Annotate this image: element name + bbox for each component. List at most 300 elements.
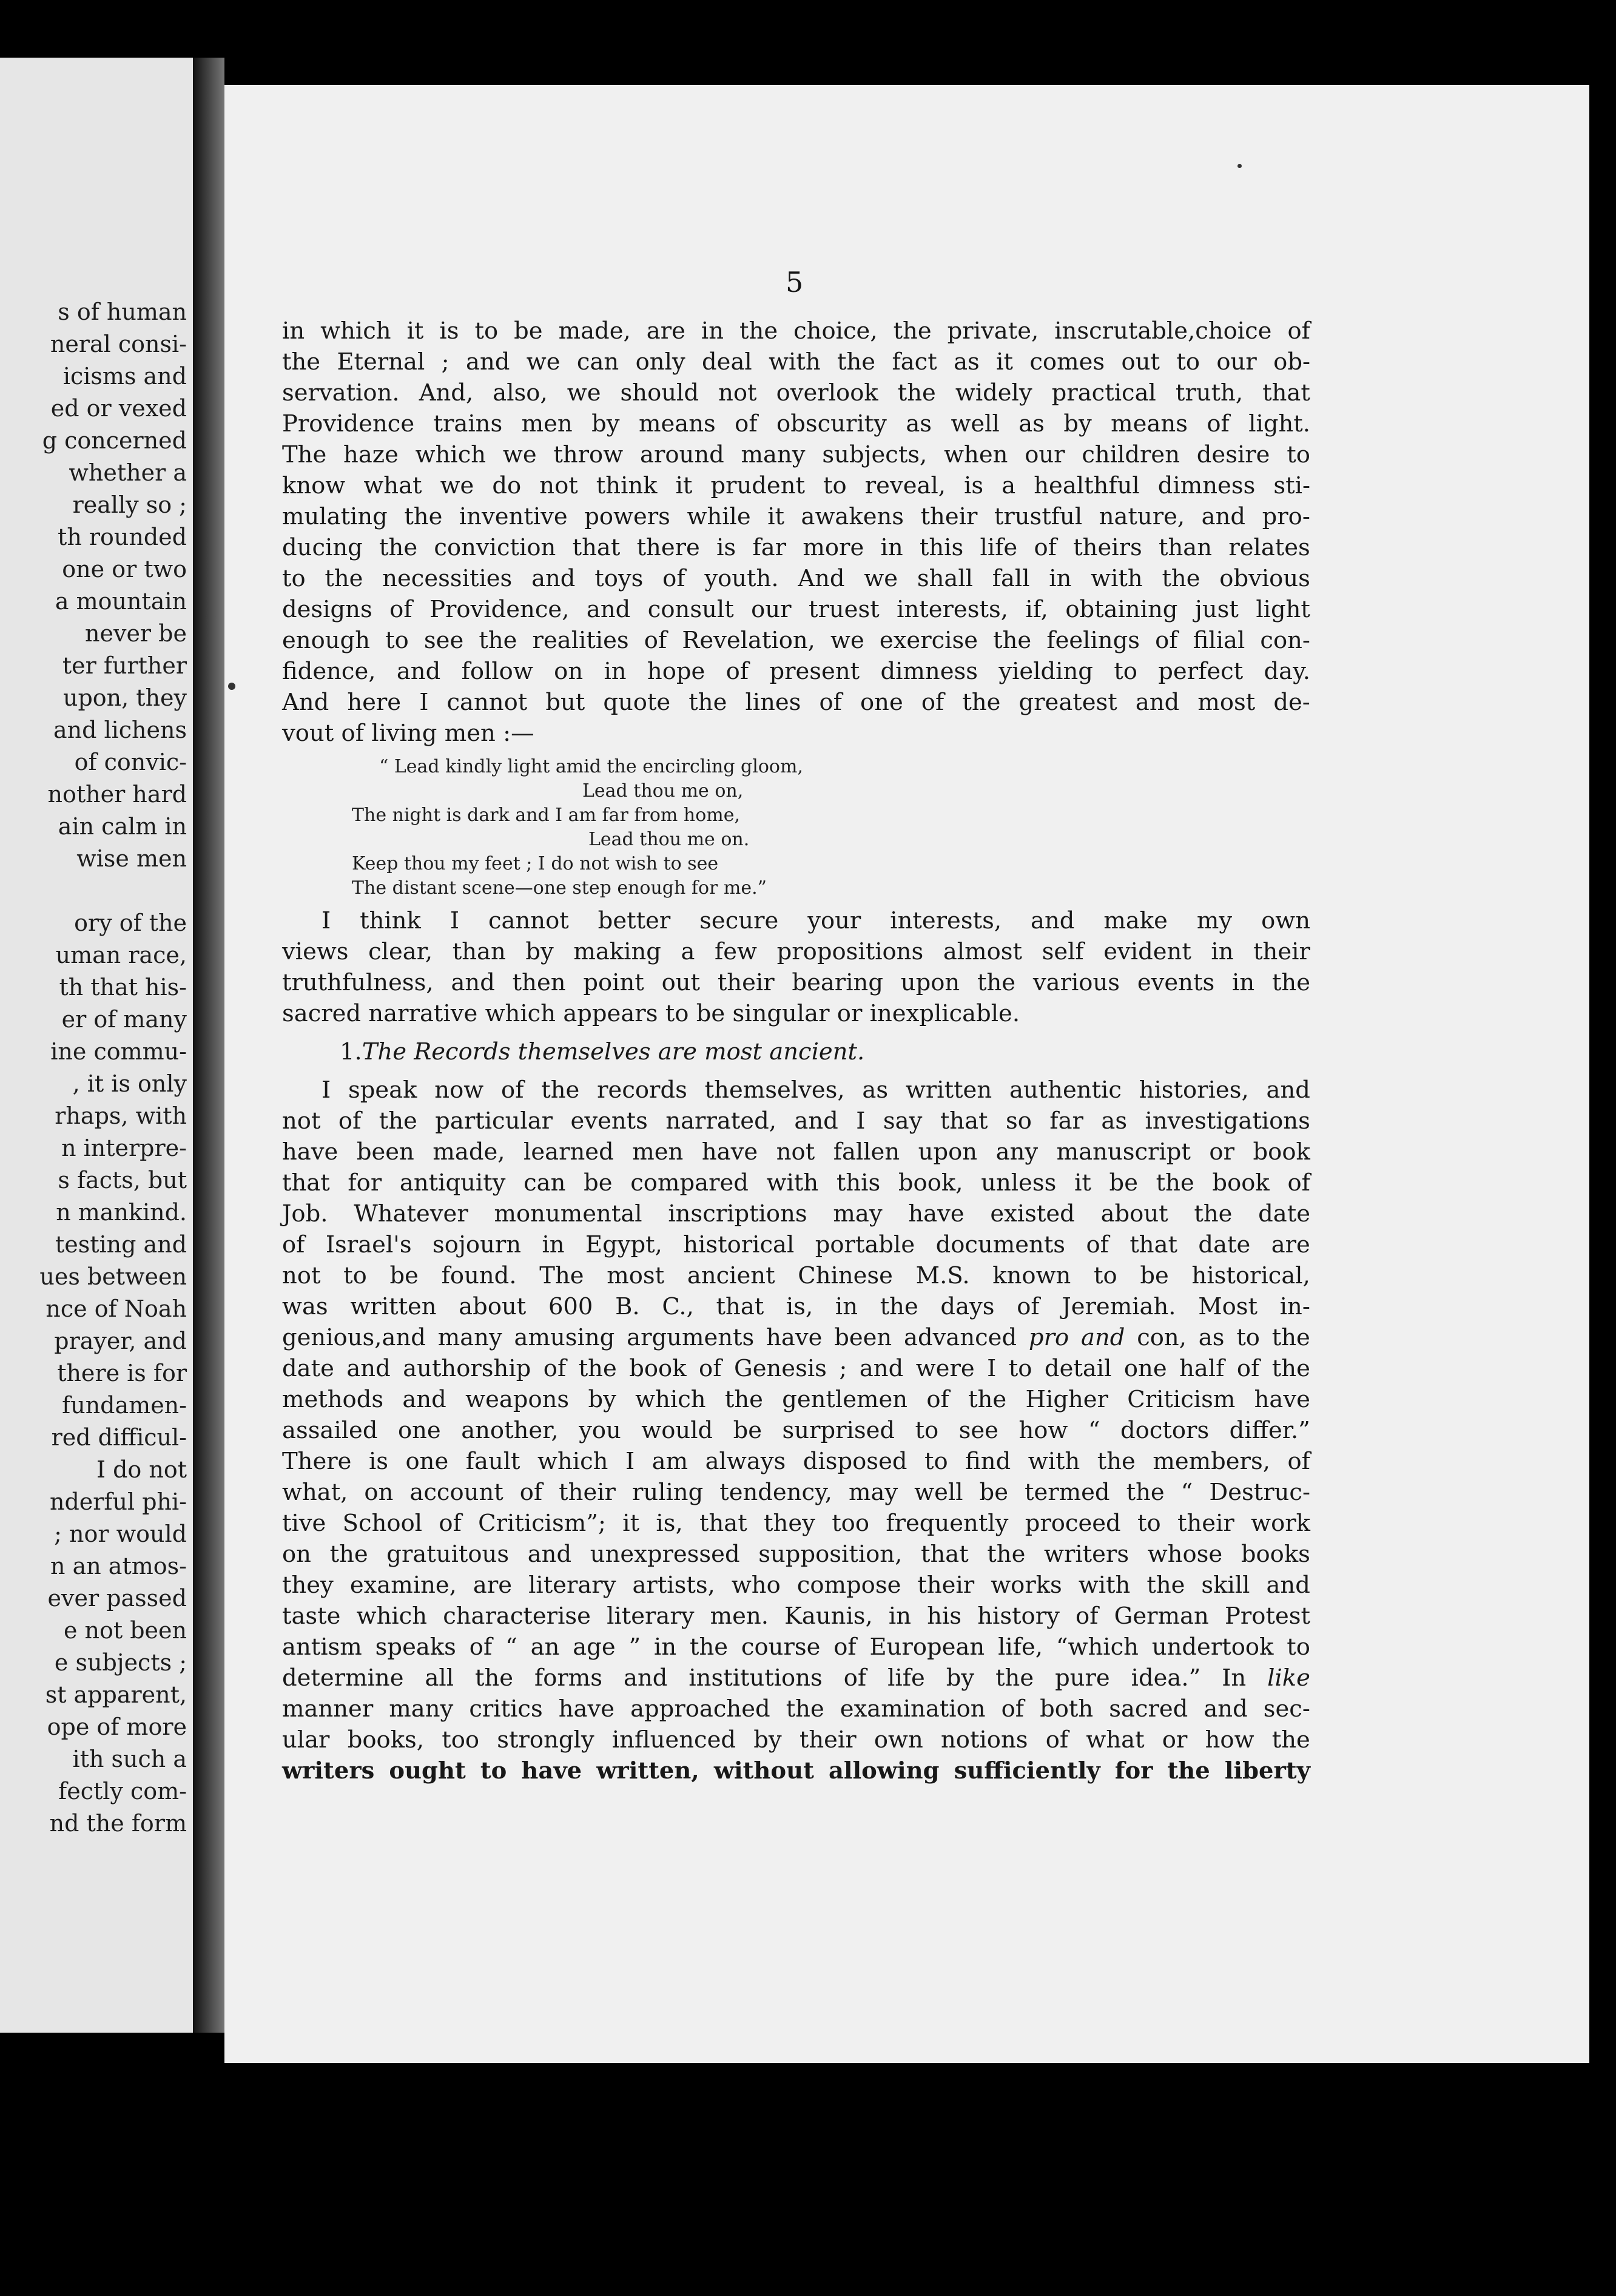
word: own <box>1261 907 1310 934</box>
left-page-line: th that his- <box>59 974 187 1001</box>
word: The <box>282 441 327 468</box>
word: what <box>1086 1726 1145 1754</box>
word: truth, <box>1175 379 1244 407</box>
text-line <box>282 967 1310 998</box>
word: I <box>987 1355 997 1382</box>
word: ancient <box>687 1262 775 1289</box>
word: inexplicable. <box>869 1000 1020 1027</box>
word: the <box>1194 1200 1233 1227</box>
word: tendency, <box>719 1479 832 1506</box>
word: books <box>1241 1541 1310 1568</box>
word: trains <box>433 410 503 437</box>
text-line <box>282 316 1310 346</box>
word: life <box>887 1664 925 1692</box>
text-line <box>282 1291 1310 1322</box>
word: of <box>1207 410 1230 437</box>
word: his <box>927 1602 962 1630</box>
word: There <box>282 1448 352 1475</box>
word: this <box>919 534 964 561</box>
word: of <box>439 1510 462 1537</box>
word: and <box>1031 907 1075 934</box>
word: the <box>1271 1355 1310 1382</box>
word: which <box>415 441 486 468</box>
word: account <box>409 1479 503 1506</box>
word: are <box>1271 1231 1310 1258</box>
word: and <box>1135 689 1180 716</box>
word: fallen <box>833 1138 900 1166</box>
word: inscrutable,choice <box>1054 317 1272 345</box>
word: historical, <box>1191 1262 1310 1289</box>
word: as <box>1198 1324 1225 1351</box>
word: as <box>1101 1107 1128 1135</box>
word: means <box>1111 410 1188 437</box>
word: Destruc- <box>1209 1479 1310 1506</box>
word: an <box>530 1633 560 1661</box>
left-page-line: nd the form <box>49 1810 187 1837</box>
left-page-line <box>0 875 187 907</box>
word: work <box>1251 1510 1310 1537</box>
word: is <box>964 472 984 499</box>
word: now <box>434 1076 484 1104</box>
word: with <box>1078 1572 1131 1599</box>
word: well <box>914 1479 963 1506</box>
word: to <box>1176 348 1200 376</box>
word: any <box>995 1138 1039 1166</box>
word: think <box>596 472 658 499</box>
word: enough <box>282 627 370 654</box>
word: necessities <box>382 565 513 592</box>
word: self <box>1042 938 1084 965</box>
text-line <box>282 1477 1310 1508</box>
word: tive <box>282 1510 326 1537</box>
word: obscurity <box>776 410 887 437</box>
left-page-line: ith such a <box>72 1746 187 1772</box>
word: Jeremiah. <box>1062 1293 1176 1320</box>
word: C., <box>662 1293 694 1320</box>
word: compared <box>630 1169 749 1197</box>
word: inventive <box>459 503 568 530</box>
word: disposed <box>803 1448 907 1475</box>
word: practical <box>1051 379 1156 407</box>
paragraph-providence <box>282 316 1310 749</box>
word: is <box>439 317 459 345</box>
word: fall <box>992 565 1030 592</box>
word: ducing <box>282 534 363 561</box>
word: Kaunis, <box>784 1602 873 1630</box>
word: I <box>322 1076 331 1104</box>
left-page-line: ; nor would <box>54 1521 187 1547</box>
word: many <box>389 1695 454 1723</box>
left-page-line: and lichens <box>53 717 187 743</box>
word: have <box>908 1200 965 1227</box>
word: have <box>521 1757 582 1784</box>
word: we <box>502 441 537 468</box>
word: half <box>1179 1355 1225 1382</box>
word: have <box>766 1324 823 1351</box>
left-page-line: ain calm in <box>58 813 187 840</box>
word: is, <box>786 1293 813 1320</box>
word: too <box>442 1726 480 1754</box>
word: of <box>1287 1169 1310 1197</box>
word: of <box>1045 1726 1069 1754</box>
word: as <box>1018 410 1045 437</box>
text-line <box>282 563 1310 594</box>
word: see <box>958 1417 998 1444</box>
text-line <box>282 936 1310 967</box>
word: that <box>699 1510 747 1537</box>
word: there <box>636 534 700 561</box>
word: the <box>578 1355 617 1382</box>
word: subjects, <box>822 441 928 468</box>
word: truthfulness, <box>282 969 434 996</box>
word: light <box>1256 596 1310 623</box>
word: methods <box>282 1386 384 1413</box>
left-page-line: e not been <box>63 1617 187 1644</box>
word: skill <box>1201 1572 1250 1599</box>
left-page-line: ever passed <box>47 1585 187 1612</box>
word: are <box>473 1572 513 1599</box>
word: own <box>874 1726 923 1754</box>
word: consult <box>647 596 734 623</box>
word: conviction <box>434 534 556 561</box>
word: is <box>368 1448 389 1475</box>
word: in <box>1232 969 1255 996</box>
word: haze <box>343 441 399 468</box>
word: Criticism <box>1127 1386 1236 1413</box>
word: as <box>954 348 980 376</box>
word: overlook <box>776 379 878 407</box>
word: I <box>449 907 460 934</box>
word: the <box>1271 1726 1310 1754</box>
word: various <box>1032 969 1120 996</box>
word: hope <box>647 658 705 685</box>
word: to <box>1287 441 1310 468</box>
word: have <box>558 1695 615 1723</box>
word: both <box>1040 1695 1094 1723</box>
left-page-line: testing and <box>55 1231 187 1258</box>
text-line <box>282 1755 1310 1786</box>
word: see <box>423 627 464 654</box>
word: works <box>991 1572 1062 1599</box>
word: be <box>514 317 543 345</box>
word: “ <box>1180 1479 1193 1506</box>
word: to <box>1008 1355 1032 1382</box>
left-page-line: icisms and <box>62 363 187 390</box>
text-line <box>282 1136 1310 1167</box>
word: we <box>830 627 864 654</box>
word: monumental <box>494 1200 642 1227</box>
word: evident <box>1103 938 1191 965</box>
word: they <box>764 1510 815 1537</box>
word: dimness <box>880 658 978 685</box>
word: without <box>713 1757 814 1784</box>
word: German <box>1114 1602 1209 1630</box>
word: Providence <box>282 410 415 437</box>
word: records <box>597 1076 687 1104</box>
poem-line: The night is dark and I am far from home, <box>352 805 741 826</box>
left-page-line: n mankind. <box>56 1199 187 1226</box>
word: events <box>1137 969 1215 996</box>
word: making <box>573 938 661 965</box>
word: of <box>1076 1602 1099 1630</box>
word: with <box>1091 565 1143 592</box>
word: And <box>798 565 845 592</box>
word: advanced <box>904 1324 1017 1351</box>
word: but <box>545 689 585 716</box>
word: taste <box>282 1602 341 1630</box>
word: The <box>539 1262 584 1289</box>
word: be <box>1109 1169 1138 1197</box>
word: be <box>733 1417 763 1444</box>
word: supposition, <box>758 1541 903 1568</box>
word: have <box>282 1138 338 1166</box>
word: then <box>512 969 566 996</box>
word: the <box>1162 565 1200 592</box>
word: light. <box>1248 410 1310 437</box>
word: designs <box>282 596 372 623</box>
word: if, <box>1025 596 1048 623</box>
word: the <box>379 534 418 561</box>
word: literary <box>607 1602 695 1630</box>
word: filial <box>1193 627 1245 654</box>
word: the <box>724 1386 763 1413</box>
left-page-line: e subjects ; <box>54 1649 187 1676</box>
word: idea.” <box>1131 1664 1201 1692</box>
word: amusing <box>514 1324 615 1351</box>
word: And <box>282 689 329 716</box>
word: authentic <box>1009 1076 1122 1104</box>
word: the <box>379 1107 417 1135</box>
text-line <box>282 718 1310 749</box>
word: life <box>980 534 1018 561</box>
word: written, <box>596 1757 699 1784</box>
word: youth. <box>704 565 779 592</box>
word: pro- <box>1262 503 1310 530</box>
word: existed <box>990 1200 1075 1227</box>
word: written <box>905 1076 992 1104</box>
word: my <box>1196 907 1233 934</box>
left-page-line: s of human <box>58 299 187 325</box>
ink-speck <box>1237 164 1242 168</box>
word: notions <box>941 1726 1028 1754</box>
word: speak <box>348 1076 417 1104</box>
left-page-fragment <box>0 58 193 2033</box>
word: in <box>282 317 305 345</box>
word: the <box>977 969 1016 996</box>
word: present <box>769 658 860 685</box>
word: not <box>282 1262 321 1289</box>
word: inscriptions <box>668 1200 807 1227</box>
word: most <box>607 1262 665 1289</box>
left-page-line: ope of more <box>47 1714 187 1740</box>
word: with <box>769 348 821 376</box>
word: and <box>466 348 510 376</box>
word: to <box>924 1448 948 1475</box>
word: members, <box>1153 1448 1270 1475</box>
word: to <box>474 317 499 345</box>
word: singular <box>732 1000 830 1027</box>
word: whose <box>1147 1541 1223 1568</box>
left-page-line: n an atmos- <box>50 1553 187 1579</box>
word: surprised <box>782 1417 895 1444</box>
word: course <box>741 1633 821 1661</box>
word: the <box>995 1664 1034 1692</box>
word: and <box>1266 1076 1310 1104</box>
word: not <box>282 1107 321 1135</box>
word: ” <box>628 1633 641 1661</box>
word: what, <box>282 1479 348 1506</box>
text-line <box>282 1693 1310 1724</box>
text-line <box>282 1384 1310 1415</box>
left-page-line: nce of Noah <box>45 1295 187 1322</box>
word: deal <box>702 348 752 376</box>
word: only <box>635 348 685 376</box>
word: portable <box>815 1231 915 1258</box>
word: to <box>385 627 409 654</box>
word: one <box>397 1417 441 1444</box>
word: this <box>836 1169 881 1197</box>
word: of <box>921 689 944 716</box>
word: always <box>705 1448 786 1475</box>
word: do <box>492 472 522 499</box>
word: the <box>689 1633 729 1661</box>
word: sacred <box>282 1000 362 1027</box>
paragraph-ancient-records <box>282 1075 1310 1786</box>
word: lines <box>745 689 801 716</box>
word: know <box>282 472 346 499</box>
word: and <box>586 596 631 623</box>
word: by <box>588 1386 616 1413</box>
word: strongly <box>497 1726 594 1754</box>
word: narrated, <box>665 1107 776 1135</box>
word: should <box>620 379 699 407</box>
word: mulating <box>282 503 388 530</box>
word: life, <box>998 1633 1043 1661</box>
word: realities <box>532 627 629 654</box>
word: all <box>425 1664 454 1692</box>
word: unexpressed <box>590 1541 740 1568</box>
word: obtaining <box>1065 596 1178 623</box>
word: gratuitous <box>386 1541 510 1568</box>
section-title: The Records themselves are most ancient. <box>362 1038 865 1065</box>
word: around <box>639 441 724 468</box>
word: pro <box>1028 1324 1069 1351</box>
word: children <box>1082 441 1180 468</box>
poem-line: Lead thou me on. <box>588 829 750 850</box>
left-page-lines <box>0 296 187 1840</box>
word: “ <box>505 1633 517 1661</box>
word: historical <box>683 1231 795 1258</box>
left-page-line: , it is only <box>72 1070 187 1097</box>
word: de- <box>1273 689 1310 716</box>
word: prudent <box>710 472 805 499</box>
text-line <box>282 346 1310 377</box>
word: the <box>474 1664 514 1692</box>
word: the <box>541 1076 580 1104</box>
text-line <box>282 1632 1310 1663</box>
word: Protest <box>1225 1602 1310 1630</box>
word: our <box>751 596 792 623</box>
word: or <box>837 1000 863 1027</box>
word: by <box>1063 410 1092 437</box>
word: been <box>356 1138 414 1166</box>
word: or <box>1209 1138 1234 1166</box>
word: Genesis <box>733 1355 827 1382</box>
left-page-line: rhaps, with <box>55 1102 187 1129</box>
word: of <box>282 1231 305 1258</box>
word: proceed <box>1025 1510 1121 1537</box>
word: I <box>322 907 331 934</box>
left-page-line: red difficul- <box>51 1424 187 1451</box>
word: the <box>893 317 932 345</box>
word: Revelation, <box>682 627 815 654</box>
word: throw <box>553 441 624 468</box>
book-gutter <box>193 58 224 2033</box>
text-line <box>282 998 1310 1029</box>
text-line <box>282 377 1310 408</box>
word: our <box>1216 348 1257 376</box>
word: healthful <box>1034 472 1140 499</box>
word: powers <box>584 503 670 530</box>
word: most <box>1197 689 1256 716</box>
word: obvious <box>1219 565 1310 592</box>
word: of <box>501 1076 524 1104</box>
text-line <box>282 594 1310 625</box>
poem-line: Lead thou me on, <box>582 780 744 802</box>
text-line <box>282 905 1310 936</box>
word: the <box>786 1695 824 1723</box>
word: think <box>360 907 421 934</box>
word: that <box>1130 1231 1178 1258</box>
left-page-line: st apparent, <box>45 1681 187 1708</box>
left-page-line: a mountain <box>55 588 187 615</box>
word: weapons <box>465 1386 570 1413</box>
word: vout <box>282 720 334 747</box>
word: of <box>338 1107 362 1135</box>
word: how <box>1205 1726 1254 1754</box>
word: and <box>1204 1695 1248 1723</box>
word: been <box>834 1324 892 1351</box>
word: have <box>1254 1386 1310 1413</box>
word: of <box>833 1633 857 1661</box>
word: by <box>946 1664 975 1692</box>
word: differ.” <box>1229 1417 1310 1444</box>
word: of <box>341 720 364 747</box>
word: dimness <box>1157 472 1256 499</box>
word: of <box>519 1479 543 1506</box>
word: writers <box>1043 1541 1130 1568</box>
text-line <box>282 1229 1310 1260</box>
word: learned <box>524 1138 614 1166</box>
word: the <box>837 348 876 376</box>
word: secure <box>699 907 779 934</box>
word: out <box>1121 348 1160 376</box>
word: we <box>526 348 561 376</box>
text-line <box>282 439 1310 470</box>
word: not <box>776 1138 815 1166</box>
word: I <box>419 689 429 716</box>
word: and <box>531 565 576 592</box>
word: to <box>915 1417 939 1444</box>
word: termed <box>1024 1479 1110 1506</box>
word: frequently <box>886 1510 1009 1537</box>
word: And, <box>419 379 474 407</box>
word: would <box>641 1417 713 1444</box>
word: can <box>524 1169 566 1197</box>
word: M.S. <box>915 1262 970 1289</box>
word: cannot <box>446 689 528 716</box>
word: Israel's <box>325 1231 412 1258</box>
